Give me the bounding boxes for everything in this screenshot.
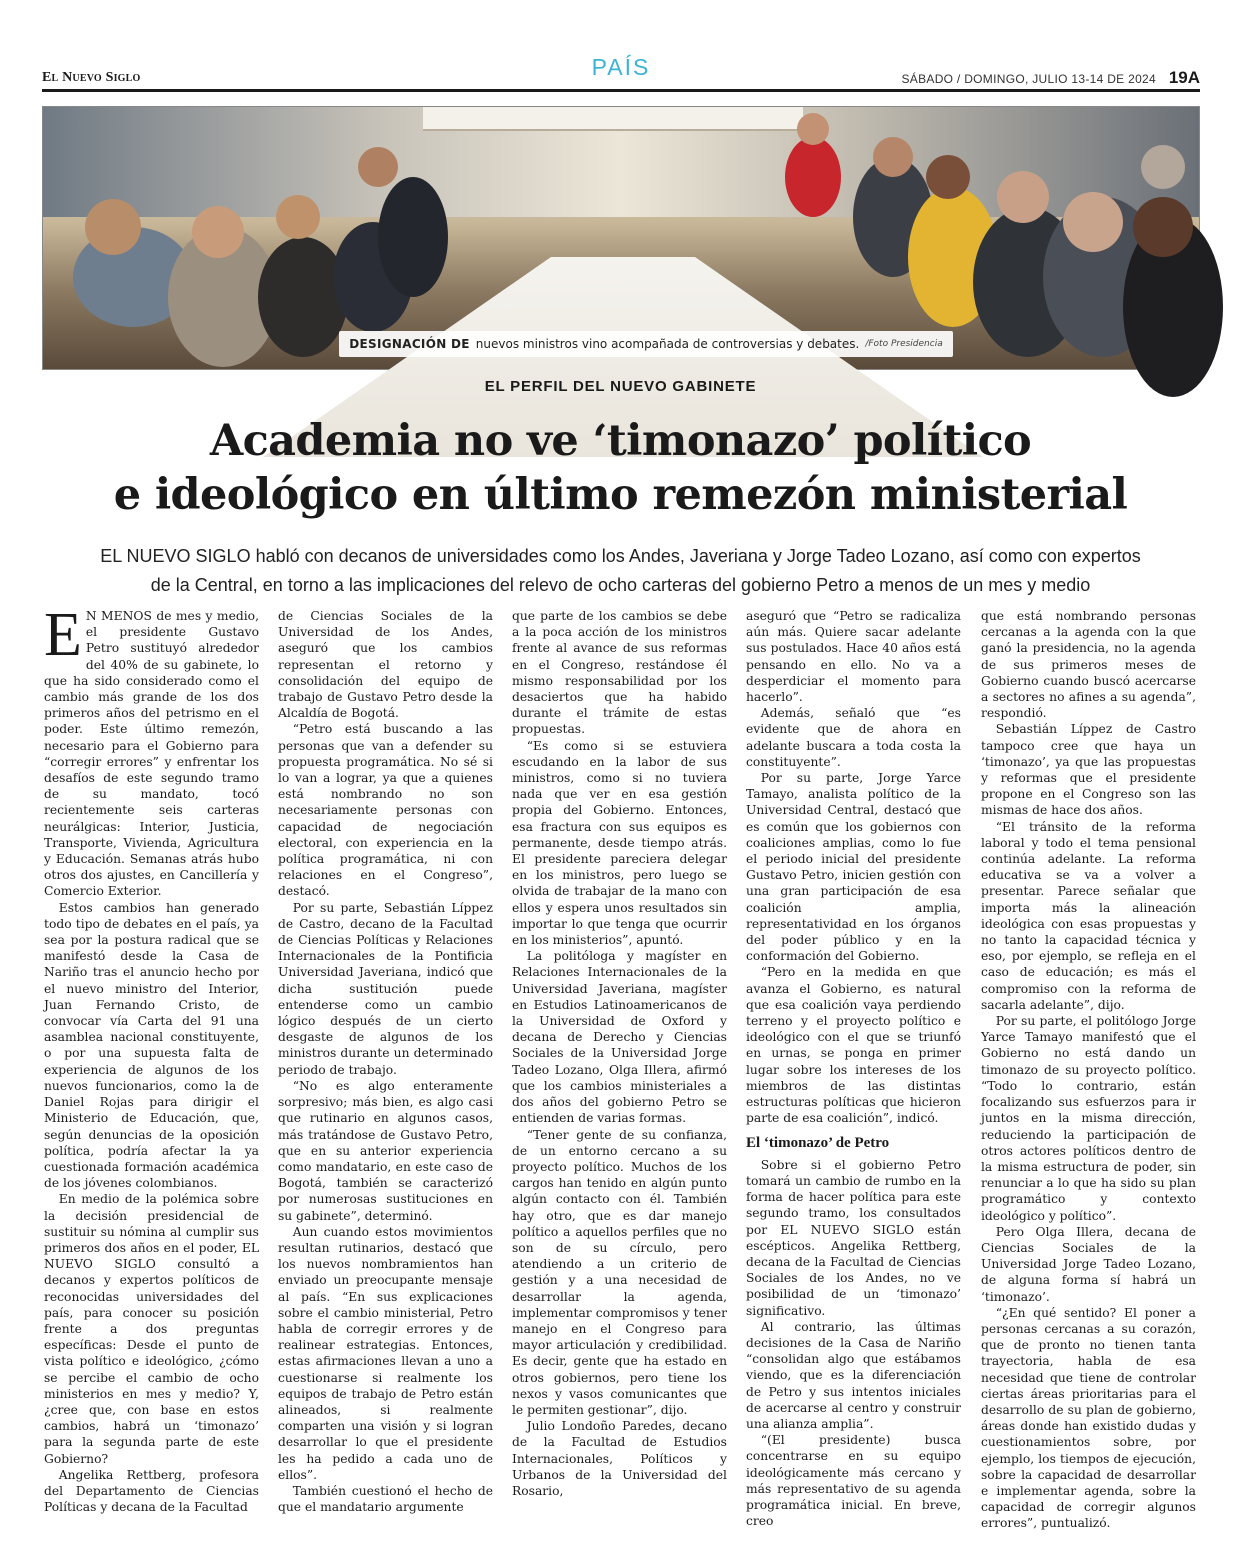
caption-lead: DESIGNACIÓN DE — [349, 337, 470, 351]
paragraph: Además, señaló que “es evidente que de ahora en adelante buscara a toda costa la constituyente”. — [746, 706, 961, 769]
paragraph: Por su parte, Jorge Yarce Tamayo, analista político de la Universidad Central, destacó que es común que los gobiernos con coaliciones amplias, como lo fue el periodo inicial del presidente Gustavo Petro, inicien gestión con una gran participación de esa coalición amplia, representatividad en los órganos del poder público y en la conformación del Gobierno. — [746, 771, 961, 964]
drop-cap: E — [44, 601, 82, 669]
article-body — [44, 601, 1198, 1531]
paragraph: “Petro está buscando a las personas que van a defender su propuesta programática. No sé si lo van a lograr, ya que a quienes está nombrando no son necesariamente personas con capacidad de negociación electoral, con experiencia en la política programática, ni con relaciones en el Congreso”, destacó. — [278, 722, 493, 899]
paragraph: También cuestionó el hecho de que el mandatario argumente — [278, 1483, 493, 1515]
paragraph: Pero Olga Illera, decana de Ciencias Sociales de la Universidad Jorge Tadeo Lozano, de alguna forma sí habrá un ‘timonazo’. — [981, 1224, 1196, 1304]
paragraph: “(El presidente) busca concentrarse en su equipo ideológicamente más cercano y más representativo de su agenda programática inicial. En breve, creo — [746, 1433, 961, 1529]
paragraph: “Pero en la medida en que avanza el Gobierno, es natural que esa coalición vaya perdiendo terreno y el proyecto político e ideológico con el que se triunfó en urnas, se ponga en primer lugar sobre los intereses de los miembros de las distintas estructuras políticas que hicieron parte de esa coalición”, indicó. — [746, 965, 961, 1126]
paragraph: de Ciencias Sociales de la Universidad de los Andes, aseguró que los cambios representan el retorno y consolidación del equipo de trabajo de Gustavo Petro desde la Alcaldía de Bogotá. — [278, 609, 493, 721]
paragraph: “Es como si se estuviera escudando en la labor de sus ministros, como si no tuviera nada que ver en esa gestión propia del Gobierno. Entonces, esa fractura con sus equipos es permanente, desde tiempo atrás. El presidente pareciera delegar en los ministros, pero luego se olvida de trabajar de la mano con ellos y espera unos resultados sin importar lo que tenga que ocurrir en los ministerios”, apuntó. — [512, 738, 727, 948]
paragraph: aseguró que “Petro se radicaliza aún más. Quiere sacar adelante sus postulados. Hace 40 años está pensando en ello. No va a desperdiciar el momento para hacerlo”. — [746, 609, 961, 705]
paragraph: En medio de la polémica sobre la decisión presidencial de sustituir su nómina al cumplir sus primeros dos años en el poder, EL NUEVO SIGLO consultó a decanos y expertos políticos de reconocidas universidades del país, para conocer su posición frente a dos preguntas específicas: Desde el punto de vista político e ideológico, ¿cómo se percibe el cambio de ocho ministerios en mes y medio? Y, ¿cree que, con base en estos cambios, habrá un ‘timonazo’ para la segunda parte de este Gobierno? — [44, 1192, 259, 1466]
paragraph: “No es algo enteramente sorpresivo; más bien, es algo casi que rutinario en algunos casos, más tratándose de Gustavo Petro, que en su anterior experiencia como mandatario, en este caso de Bogotá, también se caracterizó por numerosas sustituciones en su gabinete”, determinó. — [278, 1078, 493, 1223]
subhead-line-2: de la Central, en torno a las implicaciones del relevo de ocho carteras del gobierno Petro a menos de un mes y medio — [150, 575, 1091, 595]
caption-text: nuevos ministros vino acompañada de controversias y debates. — [475, 337, 860, 351]
paragraph: Sebastián Líppez de Castro tampoco cree que haya un ‘timonazo’, ya que las propuestas y reformas que el presidente propone en el Congreso son las mismas de hace dos años. — [981, 722, 1196, 818]
column-1 — [44, 601, 259, 1520]
column-2 — [278, 608, 493, 1520]
paragraph: La politóloga y magíster en Relaciones Internacionales de la Universidad Javeriana, magíster en Estudios Latinoamericanos de la Universidad de Oxford y decana de Derecho y Ciencias Sociales de la Universidad Jorge Tadeo Lozano, Olga Illera, afirmó que los cambios ministeriales a dos años del gobierno Petro se entienden de varias formas. — [512, 949, 727, 1126]
paragraph: Angelika Rettberg, profesora del Departamento de Ciencias Políticas y decana de la Facultad — [44, 1467, 259, 1515]
paragraph: “Tener gente de su confianza, de un entorno cercano a su proyecto político. Muchos de los cargos han tenido en algún punto algún contacto con él. También hay otro, que es dar manejo político a aquellos perfiles que no son de su círculo, pero atendiendo a un criterio de gestión y a una necesidad de desarrollar la agenda, implementar compromisos y tener manejo en el Congreso para mayor articulación y credibilidad. Es decir, gente que ha estado en otros gobiernos, pero tiene los nexos y vasos comunicantes que le permiten gestionar”, dijo. — [512, 1127, 727, 1417]
paragraph: E N MENOS de mes y medio, el presidente Gustavo Petro sustituyó alrededor del 40% de su gabinete, lo que ha sido considerado como el cambio más grande de los dos primeros años del petrismo en el poder. Este último remezón, necesario para el Gobierno para “corregir errores” y enfrentar los desafíos de este segundo tramo de su mandato, tocó recientemente seis carteras neurálgicas: Interior, Justicia, Transporte, Vivienda, Agricultura y Educación. Semanas atrás hubo otros dos ajustes, en Cancillería y Comercio Exterior. — [44, 601, 259, 899]
column-4 — [746, 608, 961, 1529]
headline-line-1: Academia no ve ‘timonazo’ político — [209, 416, 1032, 466]
lead-photo — [42, 106, 1200, 370]
issue-date: SÁBADO / DOMINGO, JULIO 13-14 DE 2024 — [901, 72, 1156, 86]
section-subheading: El ‘timonazo’ de Petro — [746, 1134, 890, 1151]
paragraph: Estos cambios han generado todo tipo de debates en el país, ya sea por la postura radical que se manifestó desde la Casa de Nariño tras el anuncio hecho por el nuevo ministro del Interior, Juan Fernando Cristo, de convocar vía Carta del 91 una asamblea nacional constituyente, o por una supuesta falta de experiencia de algunos de los nuevos funcionarios, como la de Daniel Rojas para dirigir el Ministerio de Educación, que, según denuncias de la oposición política, podría afectar la ya cuestionada formación académica de los jóvenes colombianos. — [44, 900, 259, 1191]
paragraph: Sobre si el gobierno Petro tomará un cambio de rumbo en la forma de hacer política para este segundo tramo, los consultados por EL NUEVO SIGLO están escépticos. Angelika Rettberg, decana de la Facultad de Ciencias Sociales de los Andes, no ve posibilidad de un ‘timonazo’ significativo. — [746, 1157, 961, 1318]
subhead-line-1: EL NUEVO SIGLO habló con decanos de universidades como los Andes, Javeriana y Jorge Tadeo Lozano, así como con expertos — [100, 546, 1141, 566]
paragraph: Por su parte, Sebastián Líppez de Castro, decano de la Facultad de Ciencias Políticas y Relaciones Internacionales de la Pontificia Universidad Javeriana, indicó que dicha sustitución puede entenderse como un cambio lógico después de un cierto desgaste de algunos de los ministros durante un determinado periodo de trabajo. — [278, 900, 493, 1077]
masthead — [42, 54, 1200, 92]
newspaper-logo: El Nuevo Siglo — [42, 70, 141, 85]
column-3 — [512, 608, 727, 1520]
paragraph: Al contrario, las últimas decisiones de la Casa de Nariño “consolidan algo que estábamos viendo, que es la diferenciación de Petro y sus intentos iniciales de acercarse al centro y construir una alianza amplia”. — [746, 1319, 961, 1431]
article-headline — [30, 414, 1211, 522]
photo-caption — [339, 331, 953, 357]
section-title: PAÍS — [591, 54, 651, 80]
paragraph: “El tránsito de la reforma laboral y todo el tema pensional continúa adelante. La reforma educativa se va a volver a presentar. Parece señalar que importa más la alineación ideológica con esas propuestas y no tanto la capacidad técnica y eso, por ejemplo, se refleja en el caso de educación; es más el compromiso con la reforma de sacarla adelante”, dijo. — [981, 819, 1196, 1012]
photo-figures — [43, 107, 1199, 369]
paragraph: que está nombrando personas cercanas a la agenda con la que ganó la presidencia, no la agenda de sus primeros meses de Gobierno cuando buscó acercarse a sectores no afines a su agenda”, respondió. — [981, 609, 1196, 721]
paragraph: “¿En qué sentido? El poner a personas cercanas a su corazón, que de pronto no tienen tanta trayectoria, habla de esa necesidad que tiene de controlar ciertas áreas prioritarias para el desarrollo de su plan de gobierno, áreas donde han existido dudas y cuestionamientos sobre, por ejemplo, los tiempos de ejecución, sobre la capacidad de desarrollar e implementar agenda, sobre la capacidad de corregir algunos errores”, puntualizó. — [981, 1305, 1196, 1531]
article-kicker: EL PERFIL DEL NUEVO GABINETE — [484, 378, 757, 395]
paragraph: Julio Londoño Paredes, decano de la Facultad de Estudios Internacionales, Políticos y Urbanos de la Universidad del Rosario, — [512, 1419, 727, 1498]
column-5 — [981, 608, 1196, 1531]
caption-credit: /Foto Presidencia — [865, 339, 943, 349]
paragraph: que parte de los cambios se debe a la poca acción de los ministros frente al avance de sus reformas en el Congreso, restándose él mismo responsabilidad por los desaciertos que ha habido durante el trámite de estas propuestas. — [512, 609, 727, 737]
paragraph: Aun cuando estos movimientos resultan rutinarios, destacó que los nuevos nombramientos han enviado un preocupante mensaje al país. “En sus explicaciones sobre el cambio ministerial, Petro habla de corregir errores y de realinear estrategias. Entonces, estas afirmaciones llevan a uno a cuestionarse si realmente los equipos de trabajo de Petro están alineados, si realmente comparten una visión y si logran desarrollar lo que el presidente les ha pedido a cada uno de ellos”. — [278, 1224, 493, 1482]
article-subhead — [30, 542, 1211, 600]
masthead-rule — [42, 89, 1200, 92]
headline-line-2: e ideológico en último remezón ministerial — [113, 470, 1128, 520]
paragraph: Por su parte, el politólogo Jorge Yarce Tamayo manifestó que el Gobierno no está dando un timonazo de su proyecto político. “Todo lo contrario, están focalizando sus esfuerzos para ir juntos en la misma dirección, reduciendo la participación de otros actores políticos dentro de la misma estructura de poder, sin renunciar a lo que ha sido su plan programático y contexto ideológico y político”. — [981, 1014, 1196, 1223]
page-number: 19A — [1168, 68, 1200, 87]
